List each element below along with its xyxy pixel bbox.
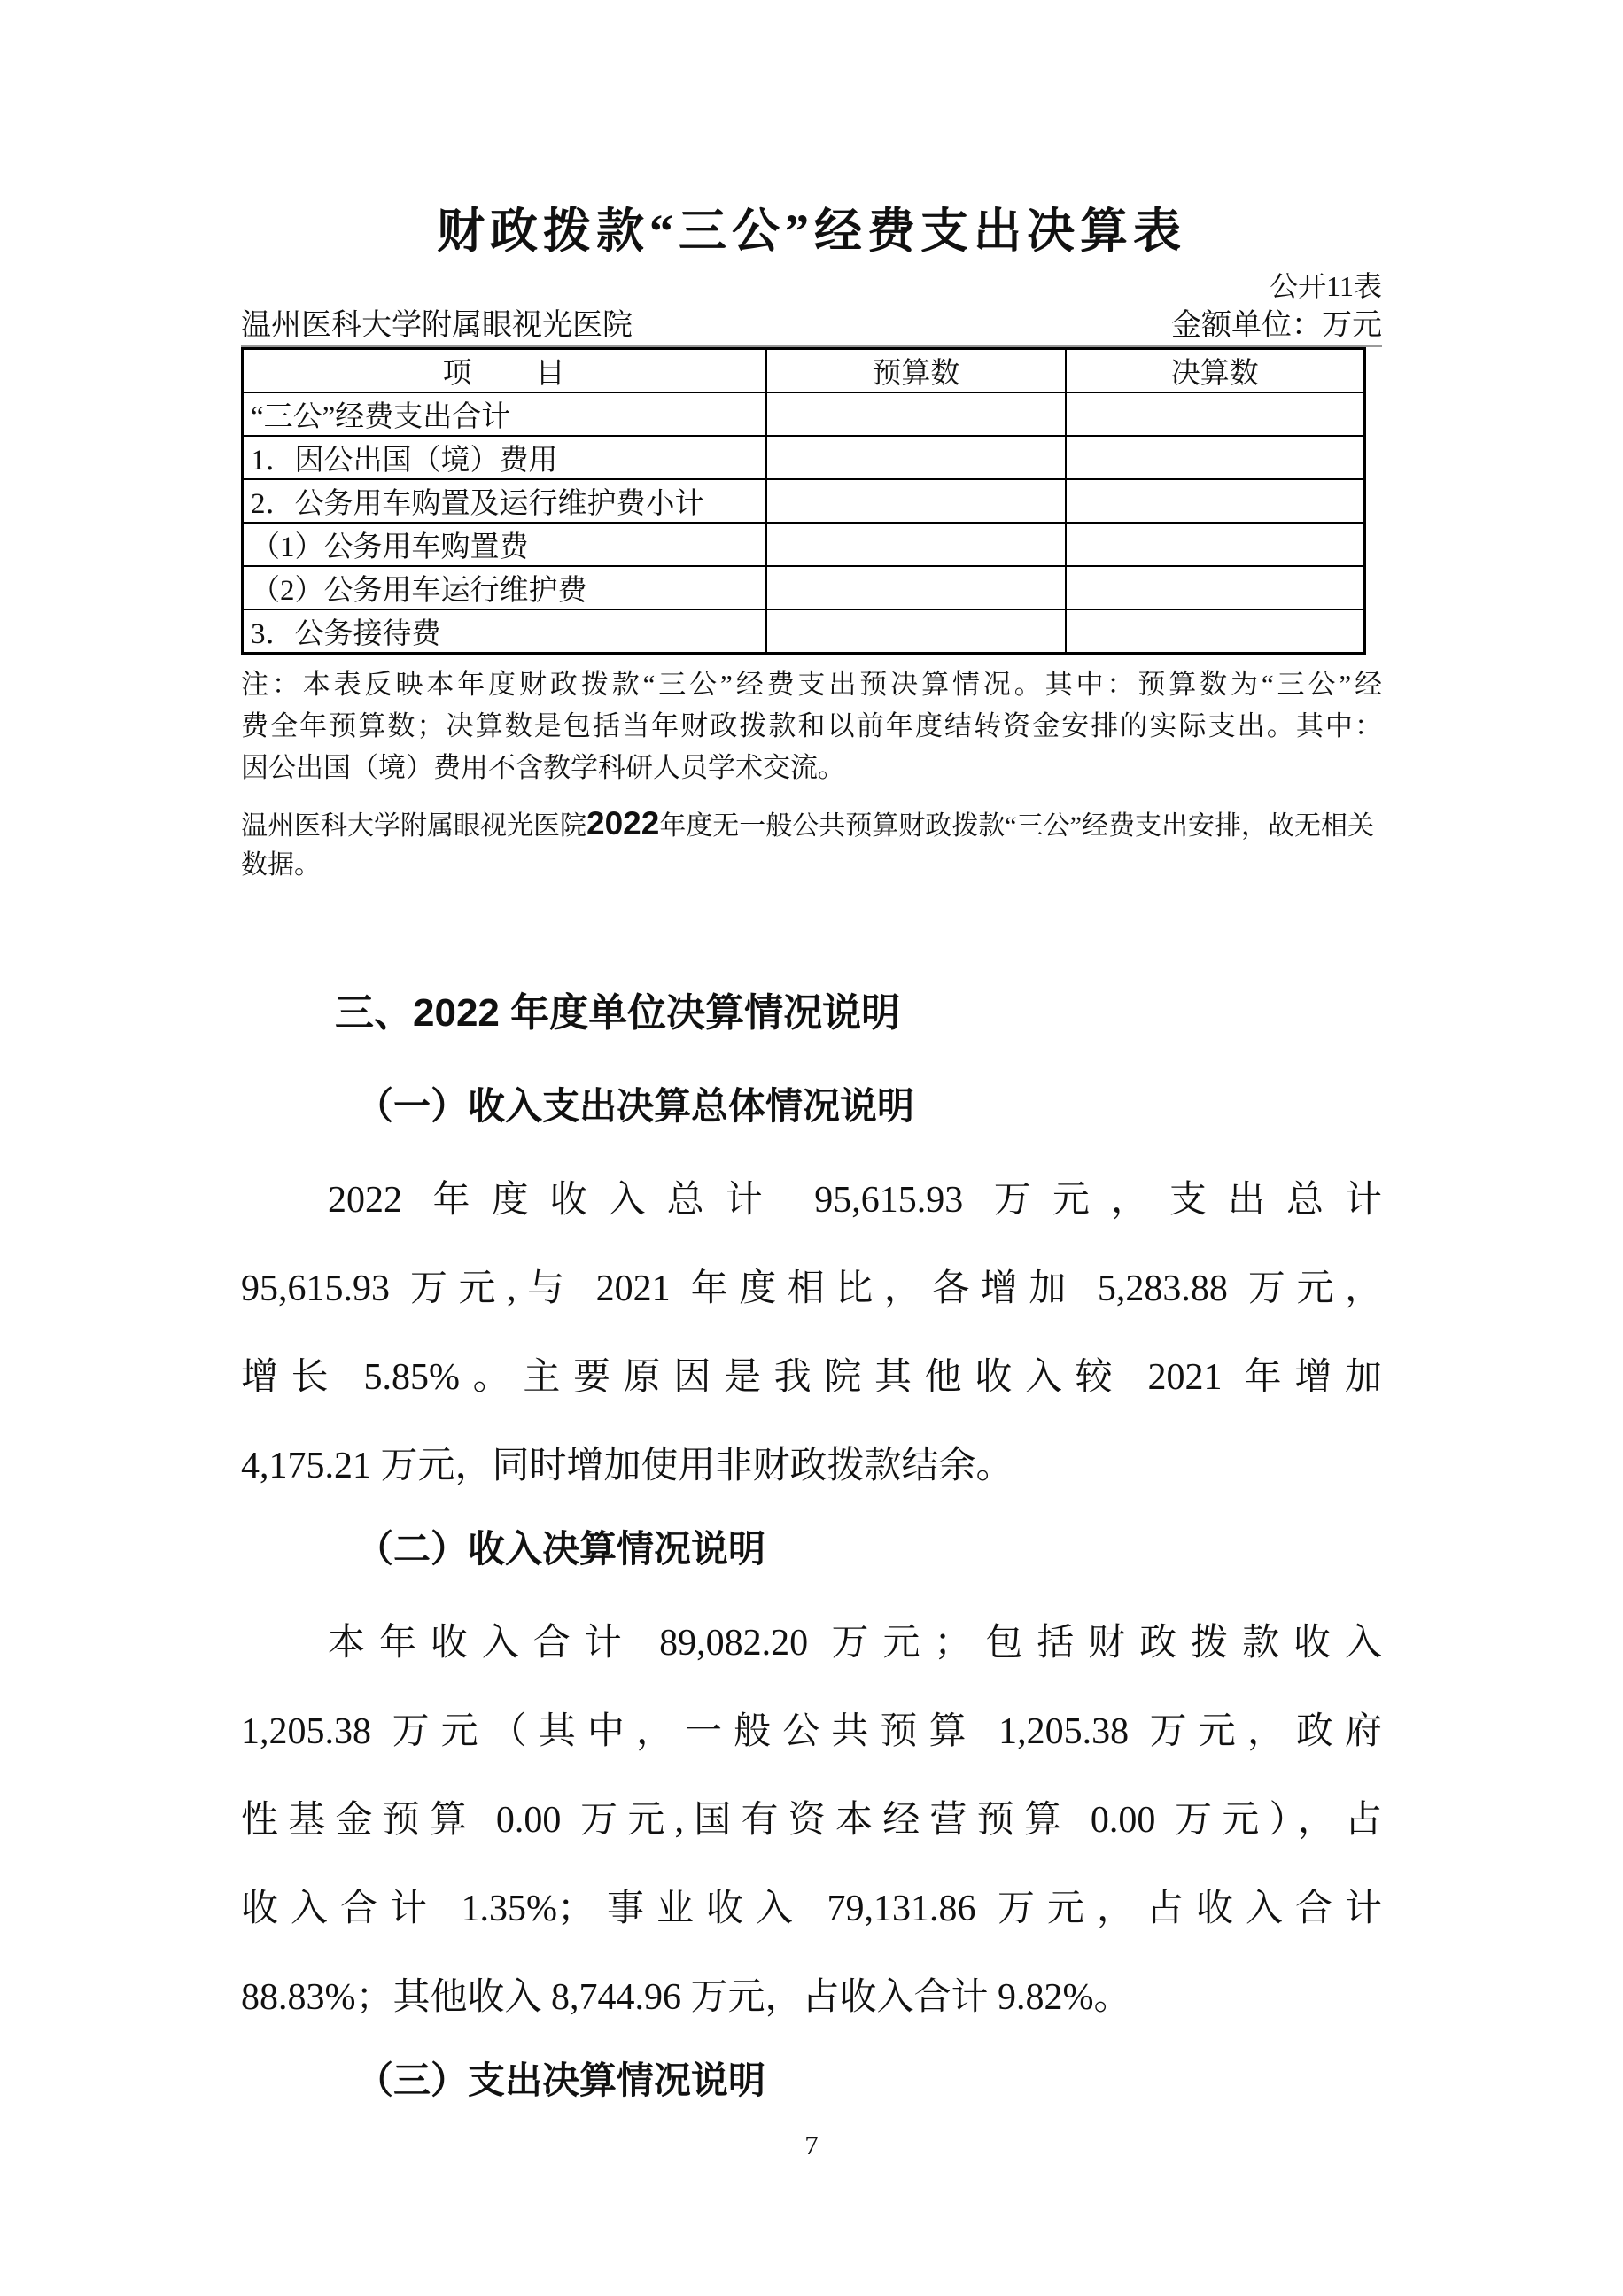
paragraph-line: 性基金预算 0.00 万元,国有资本经营预算 0.00 万元），占 [241,1800,1382,1841]
paragraph-income-detail [241,1599,1382,2042]
table-meta-row [241,308,1382,347]
row-label: 2．公务用车购置及运行维护费小计 [243,479,767,523]
row-budget-value [766,479,1065,523]
no-data-note [241,804,1382,885]
no-data-note-prefix: 温州医科大学附属眼视光医院 [241,811,586,841]
paragraph-line: 88.83%；其他收入 8,744.96 万元，占收入合计 9.82%。 [241,1977,1131,2018]
org-name: 温州医科大学附属眼视光医院 [241,309,633,342]
no-data-note-year: 2022 [586,805,660,842]
column-header-final: 决算数 [1066,349,1365,393]
row-final-value [1066,392,1365,436]
table-row [243,436,1365,479]
row-label: 3．公务接待费 [243,609,767,654]
row-label: （1）公务用车购置费 [243,523,767,566]
table-header-row [243,349,1365,393]
row-final-value [1066,566,1365,609]
table-row [243,392,1365,436]
footnote-line: 因公出国（境）费用不含教学科研人员学术交流。 [241,752,845,783]
row-budget-value [766,566,1065,609]
subsection-heading-3: （三）支出决算情况说明 [356,2061,766,2102]
page-number: 7 [804,2129,819,2160]
row-final-value [1066,436,1365,479]
row-label: “三公”经费支出合计 [243,392,767,436]
row-label: 1．因公出国（境）费用 [243,436,767,479]
table-title: 财政拨款“三公”经费支出决算表 [437,205,1186,258]
column-header-budget: 预算数 [766,349,1065,393]
table-row [243,609,1365,654]
table-row [243,479,1365,523]
subsection-heading-2: （二）收入决算情况说明 [356,1530,766,1571]
table-row [243,566,1365,609]
sangong-expense-table [241,347,1366,655]
row-budget-value [766,392,1065,436]
paragraph-line: 增长 5.85%。主要原因是我院其他收入较 2021 年增加 [241,1357,1382,1398]
row-label: （2）公务用车运行维护费 [243,566,767,609]
paragraph-line: 2022 年度收入总计 95,615.93 万元，支出总计 [328,1180,1382,1221]
footnote-line: 注：本表反映本年度财政拨款“三公”经费支出预决算情况。其中：预算数为“三公”经 [241,669,1382,700]
no-data-note-suffix: 年度无一般公共预算财政拨款“三公”经费支出安排，故无相关数据。 [241,811,1374,880]
table-row [243,523,1365,566]
paragraph-line: 本年收入合计 89,082.20 万元；包括财政拨款收入 [328,1623,1382,1664]
row-final-value [1066,609,1365,654]
paragraph-line: 收入合计 1.35%；事业收入 79,131.86 万元，占收入合计 [241,1889,1382,1929]
unit-label: 金额单位：万元 [1171,309,1382,342]
row-budget-value [766,523,1065,566]
table-tag: 公开11表 [1270,270,1382,302]
column-header-item: 项 目 [243,349,767,393]
paragraph-income-expense-overview [241,1156,1382,1510]
paragraph-line: 4,175.21 万元，同时增加使用非财政拨款结余。 [241,1446,1013,1486]
row-budget-value [766,609,1065,654]
row-budget-value [766,436,1065,479]
section-heading-3: 三、2022 年度单位决算情况说明 [335,991,901,1035]
row-final-value [1066,523,1365,566]
table-footnote [241,663,1382,788]
row-final-value [1066,479,1365,523]
subsection-heading-1: （一）收入支出决算总体情况说明 [356,1087,915,1128]
footnote-line: 费全年预算数；决算数是包括当年财政拨款和以前年度结转资金安排的实际支出。其中： [241,710,1382,741]
paragraph-line: 1,205.38 万元（其中，一般公共预算 1,205.38 万元，政府 [241,1711,1382,1752]
paragraph-line: 95,615.93 万元,与 2021 年度相比，各增加 5,283.88 万元， [241,1268,1382,1309]
